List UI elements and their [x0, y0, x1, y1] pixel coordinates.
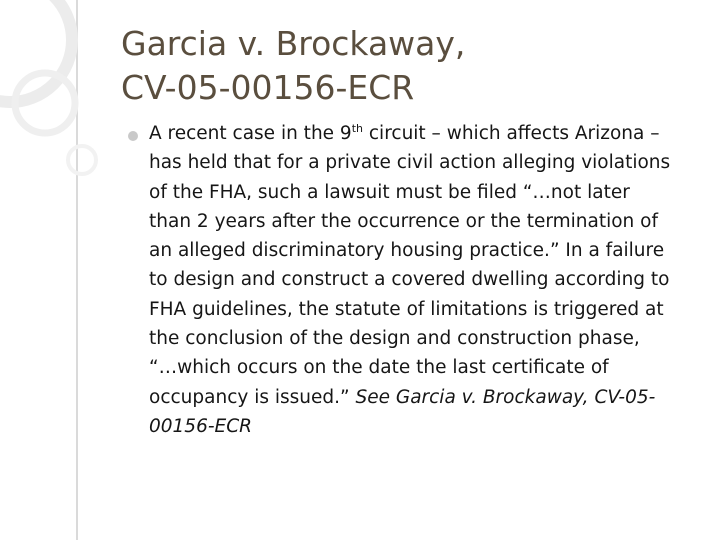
title-line-2: CV-05-00156-ECR — [121, 68, 415, 107]
ordinal-superscript: th — [351, 122, 363, 135]
bullet-line-4: than 2 years after the occurrence or the termination of — [149, 210, 658, 232]
slide-title — [121, 22, 681, 110]
bullet-line-6: to design and construct a covered dwelling according to — [149, 269, 670, 291]
decor-circle-large — [0, 0, 72, 102]
bullet-line-7: FHA guidelines, the statute of limitations is triggered at — [149, 298, 664, 320]
bullet-line-2: has held that for a private civil action alleging violations — [149, 152, 671, 174]
bullet-line-11: 00156-ECR — [149, 415, 252, 437]
case-citation: See Garcia v. Brockaway, CV-05- — [355, 386, 656, 408]
bullet-line-10: occupancy is issued.” See Garcia v. Brockaway, CV-05- — [149, 386, 656, 408]
bullet-line-9: “…which occurs on the date the last certificate of — [149, 357, 609, 379]
decor-circle-small — [68, 146, 96, 174]
bullet-line-5: an alleged discriminatory housing practice.” In a failure — [149, 240, 665, 262]
bullet-line-8: the conclusion of the design and construction phase, — [149, 328, 640, 350]
title-line-1: Garcia v. Brockaway, — [121, 24, 466, 63]
bullet-line-1: A recent case in the 9th circuit – which affects Arizona – — [149, 122, 660, 144]
bullet-text — [149, 119, 709, 441]
bullet-line-3: of the FHA, such a lawsuit must be filed “…not later — [149, 181, 630, 203]
bullet-marker — [128, 131, 138, 141]
